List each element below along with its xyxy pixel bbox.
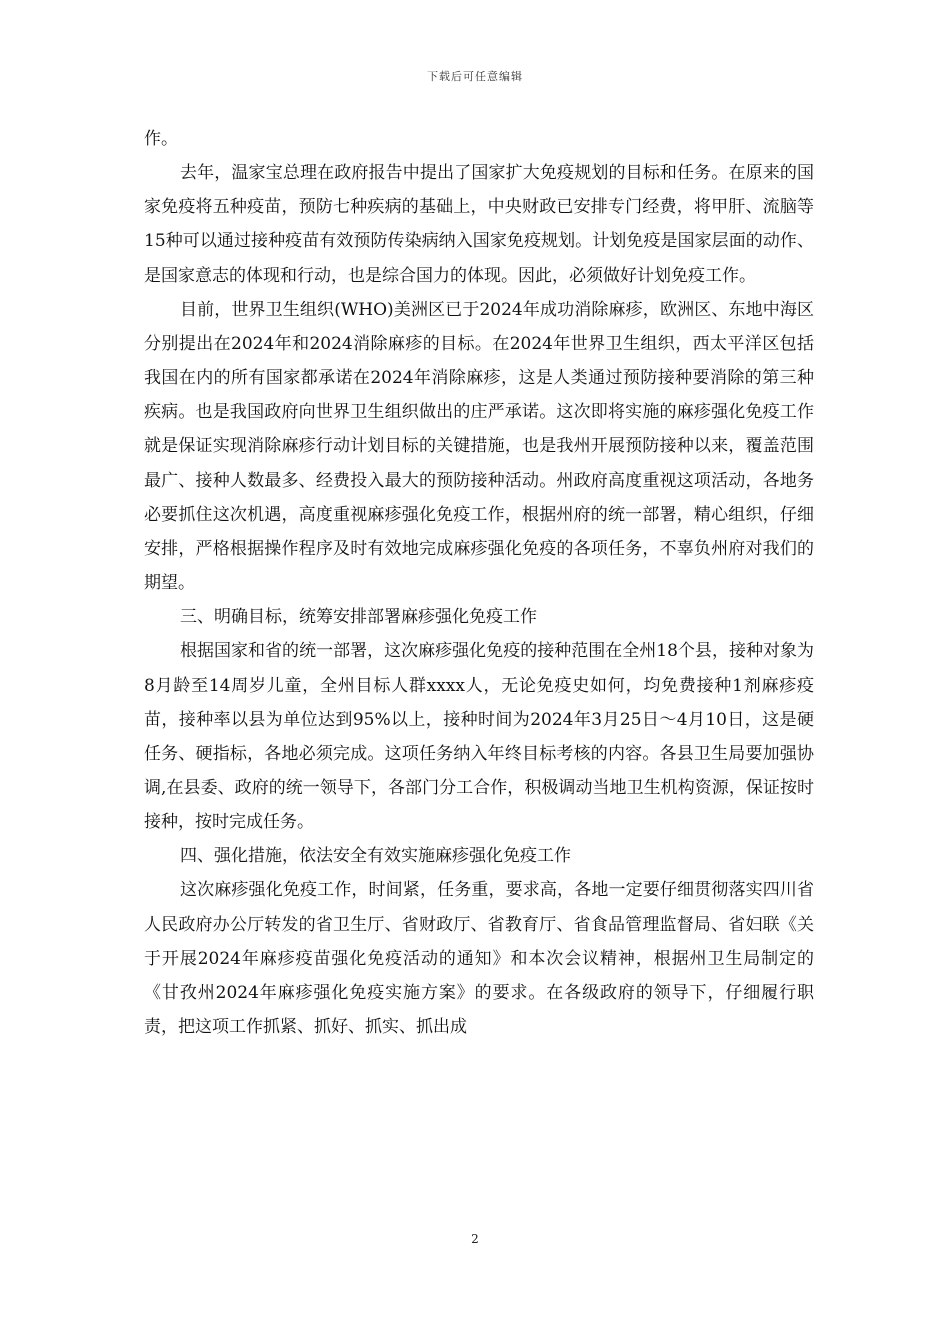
section-heading-3: 三、明确目标，统筹安排部署麻疹强化免疫工作 — [180, 607, 537, 628]
section-heading-4: 四、强化措施，依法安全有效实施麻疹强化免疫工作 — [180, 846, 571, 867]
document-body — [144, 122, 814, 1044]
paragraph-measles-elimination: 目前，世界卫生组织(WHO)美洲区已于2024年成功消除麻疹，欧洲区、东地中海区分别提出在2024年和2024消除麻疹的目标。在2024年世界卫生组织，西太平洋区包括我国在内的所有国家都承诺在2024年消除麻疹，这是人类通过预防接种要消除的第三种疾病。也是我国政府向世界卫生组织做出的庄严承诺。这次即将实施的麻疹强化免疫工作就是保证实现消除麻疹行动计划目标的关键措施，也是我州开展预防接种以来，覆盖范围最广、接种人数最多、经费投入最大的预防接种活动。州政府高度重视这项活动，各地务必要抓住这次机遇，高度重视麻疹强化免疫工作，根据州府的统一部署，精心组织，仔细安排，严格根据操作程序及时有效地完成麻疹强化免疫的各项任务，不辜负州府对我们的期望。 — [144, 299, 814, 594]
page-header: 下载后可任意编辑 — [427, 70, 523, 83]
page-number: 2 — [471, 1232, 479, 1246]
paragraph-continuation: 作。 — [144, 129, 178, 149]
paragraph-targets: 根据国家和省的统一部署，这次麻疹强化免疫的接种范围在全州18个县，接种对象为8月龄至14周岁儿童，全州目标人群xxxx人，无论免疫史如何，均免费接种1剂麻疹疫苗，接种率以县为单位达到95%以上，接种时间为2024年3月25日～4月10日，这是硬任务、硬指标，各地必须完成。这项任务纳入年终目标考核的内容。各县卫生局要加强协调,在县委、政府的统一领导下，各部门分工合作，积极调动当地卫生机构资源，保证按时接种，按时完成任务。 — [144, 641, 814, 833]
paragraph-measures: 这次麻疹强化免疫工作，时间紧，任务重，要求高，各地一定要仔细贯彻落实四川省人民政府办公厅转发的省卫生厅、省财政厅、省教育厅、省食品管理监督局、省妇联《关于开展2024年麻疹疫苗强化免疫活动的通知》和本次会议精神，根据州卫生局制定的《甘孜州2024年麻疹强化免疫实施方案》的要求。在各级政府的领导下，仔细履行职责，把这项工作抓紧、抓好、抓实、抓出成 — [144, 880, 814, 1038]
paragraph-vaccination-plan: 去年，温家宝总理在政府报告中提出了国家扩大免疫规划的目标和任务。在原来的国家免疫将五种疫苗，预防七种疾病的基础上，中央财政已安排专门经费，将甲肝、流脑等15种可以通过接种疫苗有效预防传染病纳入国家免疫规划。计划免疫是国家层面的动作、是国家意志的体现和行动，也是综合国力的体现。因此，必须做好计划免疫工作。 — [144, 163, 814, 286]
